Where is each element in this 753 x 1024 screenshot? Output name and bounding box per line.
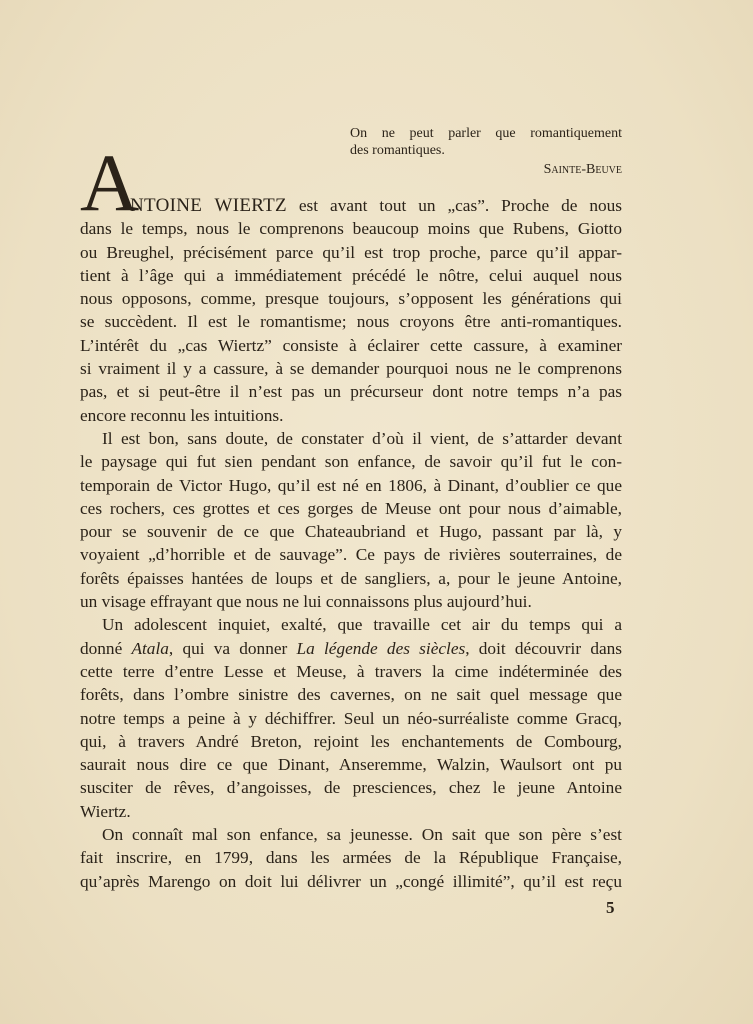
text-line: On connaît mal son enfance, sa jeunesse. On sait que son père s’est (102, 825, 622, 845)
text-line: Il est bon, sans doute, de constater d’où il vient, de s’attarder devant (102, 428, 622, 448)
text-line: pas, et si peut-être il n’est pas un précurseur dont notre temps n’a pas (80, 382, 622, 402)
text-line: qui, à travers André Breton, rejoint les enchantements de Combourg, (80, 731, 622, 751)
text-span: , doit découvrir dans (465, 638, 622, 658)
text-line: temporain de Victor Hugo, qu’il est né en 1806, à Dinant, d’oublier ce que (80, 475, 622, 495)
text-span: donné (80, 638, 132, 658)
italic-title: La légende des siècles (296, 638, 466, 658)
text-line: tient à l’âge qui a immédiatement précédé le nôtre, celui auquel nous (80, 265, 622, 285)
epigraph-author: Sainte-Beuve (543, 162, 622, 177)
text-line: notre temps a peine à y déchiffrer. Seul un néo-surréaliste comme Gracq, (80, 708, 622, 728)
page-number: 5 (606, 898, 615, 917)
text-line: dans le temps, nous le comprenons beaucoup moins que Rubens, Giotto (80, 219, 622, 239)
text-line: forêts épaisses hantées de loups et de sangliers, a, pour le jeune Antoine, (80, 568, 622, 588)
drop-cap: A (80, 137, 140, 228)
text-line: encore reconnu les intuitions. (80, 405, 284, 425)
text-span: , qui va donner (168, 638, 297, 658)
text-line: Wiertz. (80, 801, 131, 821)
epigraph-line: On ne peut parler que romantiquement (350, 126, 622, 141)
text-line: saurait nous dire ce que Dinant, Anseremme, Walzin, Waulsort ont pu (80, 755, 622, 775)
body-text (80, 194, 622, 893)
text-line: se succèdent. Il est le romantisme; nous croyons être anti-romantiques. (80, 312, 622, 332)
text-line: qu’après Marengo on doit lui délivrer un „congé illimité”, qu’il est reçu (80, 871, 622, 891)
text-line: forêts, dans l’ombre sinistre des cavernes, on ne sait quel message que (80, 685, 622, 705)
text-line: fait inscrire, en 1799, dans les armées de la République Française, (80, 848, 622, 868)
text-line: susciter de rêves, d’angoisses, de presciences, chez le jeune Antoine (80, 778, 622, 798)
text-line: nous opposons, comme, presque toujours, s’opposent les générations qui (80, 289, 622, 309)
text-line: le paysage qui fut sien pendant son enfance, de savoir qu’il fut le con- (80, 452, 622, 472)
text-span: est avant tout un „cas”. Proche de nous (286, 196, 622, 215)
text-line: Un adolescent inquiet, exalté, que travaille cet air du temps qui a (102, 615, 622, 635)
text-line: ou Breughel, précisément parce qu’il est trop proche, parce qu’il appar- (80, 242, 622, 262)
text-line: ces rochers, ces grottes et ces gorges de Meuse ont pour nous d’aimable, (80, 498, 622, 518)
text-line (80, 637, 622, 660)
text-line: un visage effrayant que nous ne lui connaissons plus aujourd’hui. (80, 592, 532, 612)
text-line: pour se souvenir de ce que Chateaubriand et Hugo, passant par là, y (80, 522, 622, 542)
text-line: voyaient „d’horrible et de sauvage”. Ce pays de rivières souterraines, de (80, 545, 622, 565)
text-line: L’intérêt du „cas Wiertz” consiste à éclairer cette cassure, à examiner (80, 335, 622, 355)
text-line: cette terre d’entre Lesse et Meuse, à travers la cime indéterminée des (80, 661, 622, 681)
epigraph (350, 126, 622, 179)
epigraph-line: des romantiques. (350, 142, 445, 158)
name-small-caps: NTOINE WIERTZ (130, 195, 287, 216)
italic-title: Atala (131, 638, 169, 658)
text-line (80, 194, 622, 217)
text-line: si vraiment il y a cassure, à se demander pourquoi nous ne le comprenons (80, 359, 622, 379)
